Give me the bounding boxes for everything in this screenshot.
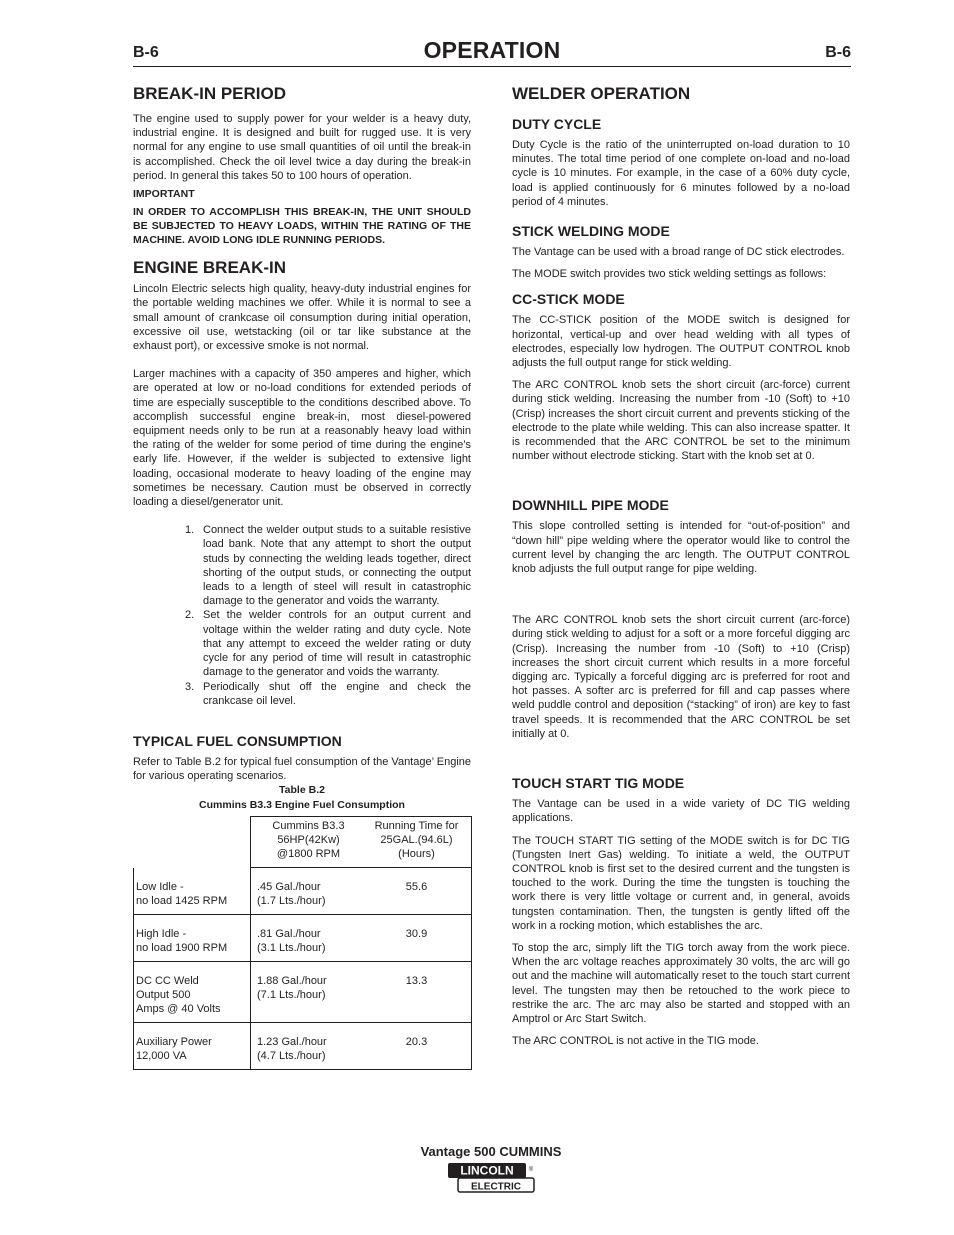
fuel-paragraph: Refer to Table B.2 for typical fuel consumption of the Vantage’ Engine for various operating scenarios. <box>133 755 471 783</box>
duty-cycle-paragraph: Duty Cycle is the ratio of the uninterrupted on-load duration to 10 minutes. The total time period of one complete on-load and no-load cycle is 10 minutes. For example, in the case of a 60% duty cycle, load is applied continuously for 6 minutes followed by a no-load period of 4 minutes. <box>512 139 850 208</box>
tig-paragraph-2: The TOUCH START TIG setting of the MODE switch is for DC TIG (Tungsten Inert Gas) welding. To initiate a weld, the OUTPUT CONTROL knob is first set to the desired current and the tungsten is touched to the work. During the time the tungsten is touching the work there is very little voltage or current and, in general, avoids tungsten contamination. Then, the tungsten is gently lifted off the work in a rocking motion, which establishes the arc. <box>512 834 850 932</box>
lincoln-electric-logo <box>447 1162 535 1194</box>
page-header <box>133 36 851 67</box>
table-row <box>134 962 472 1023</box>
list-item <box>185 680 471 708</box>
table-cell: .45 Gal./hour (1.7 Lts./hour) <box>251 868 363 915</box>
touch-start-tig-heading: TOUCH START TIG MODE <box>512 775 685 792</box>
table-cell: Low Idle - no load 1425 RPM <box>134 868 251 915</box>
table-cell: 1.88 Gal./hour (7.1 Lts./hour) <box>251 962 363 1023</box>
table-cell: 55.6 <box>362 868 472 915</box>
table-title: Cummins B3.3 Engine Fuel Consumption <box>199 799 405 812</box>
logo-top-text: LINCOLN <box>460 1163 514 1178</box>
engine-break-in-heading: ENGINE BREAK-IN <box>133 258 287 278</box>
downhill-paragraph-2: The ARC CONTROL knob sets the short circuit current (arc-force) during stick welding to adjust for a soft or a more forceful digging arc (Crisp). Increasing the number from -10 (Soft) to +10 (Crisp) increases the short circuit current which results in a more forceful digging arc. Typically a forceful digging arc is preferred for root and hot passes. A softer arc is preferred for fill and cap passes where weld puddle control and deposition (“stacking” of iron) are key to fast travel speeds. It is recommended that the ARC CONTROL be set initially at 0. <box>512 614 850 740</box>
step-number: 1. <box>185 524 195 537</box>
table-cell: 20.3 <box>362 1023 472 1070</box>
stick-welding-heading: STICK WELDING MODE <box>512 223 670 240</box>
step-text: Set the welder controls for an output current and voltage within the welder rating and duty cycle. Note that any attempt to exceed the welder rating or duty cycle for any period of time will result in catastrophic damage to the generator and voids the warranty. <box>203 609 471 679</box>
welder-operation-heading: WELDER OPERATION <box>512 84 691 103</box>
downhill-paragraph-1: This slope controlled setting is intended for “out-of-position” and “down hill” pipe welding where the operator would like to control the current level by changing the arc length. The OUTPUT CONTROL knob adjusts the full output range for pipe welding. <box>512 520 850 576</box>
important-warning: IN ORDER TO ACCOMPLISH THIS BREAK-IN, THE UNIT SHOULD BE SUBJECTED TO HEAVY LOADS, WITHIN THE RATING OF THE MACHINE. AVOID LONG IDLE RUNNING PERIODS. <box>133 206 471 247</box>
step-text: Periodically shut off the engine and check the crankcase oil level. <box>203 680 471 707</box>
table-row <box>134 915 472 962</box>
page-title: OPERATION <box>423 37 561 63</box>
table-number: Table B.2 <box>279 784 325 797</box>
table-cell: DC CC Weld Output 500 Amps @ 40 Volts <box>134 962 251 1023</box>
column-header-engine: Cummins B3.3 56HP(42Kw) @1800 RPM <box>251 817 363 868</box>
stick-paragraph-2: The MODE switch provides two stick welding settings as follows: <box>512 268 827 281</box>
downhill-pipe-heading: DOWNHILL PIPE MODE <box>512 497 669 514</box>
table-cell: 1.23 Gal./hour (4.7 Lts./hour) <box>251 1023 363 1070</box>
important-label: IMPORTANT <box>133 188 195 201</box>
break-in-paragraph: The engine used to supply power for your welder is a heavy duty, industrial engine. It is designed and built for rugged use. It is very normal for any engine to use small quantities of oil until the break-in is accomplished. Check the oil level twice a day during the break-in period. In general this takes 50 to 100 hours of operation. <box>133 113 471 182</box>
fuel-consumption-table <box>133 816 472 1070</box>
engine-paragraph-2: Larger machines with a capacity of 350 amperes and higher, which are operated at low or no-load conditions for extended periods of time are especially susceptible to the conditions described above. To accomplish successful engine break-in, most diesel-powered equipment needs only to be run at a reasonably heavy load within the rating of the welder for some period of time during the engine’s early life. However, if the welder is subjected to extensive light loading, occasional moderate to heavy loading of the engine may sometimes be necessary. Caution must be observed in correctly loading a diesel/generator unit. <box>133 368 471 509</box>
table-header-row <box>134 817 472 868</box>
table-cell: 30.9 <box>362 915 472 962</box>
table-cell: Auxiliary Power 12,000 VA <box>134 1023 251 1070</box>
tig-paragraph-4: The ARC CONTROL is not active in the TIG mode. <box>512 1035 759 1048</box>
footer-model-name: Vantage 500 CUMMINS <box>420 1144 562 1159</box>
step-text: Connect the welder output studs to a suitable resistive load bank. Note that any attempt to short the output studs by connecting the welding leads together, direct shorting of the output studs, or connecting the output leads to a length of steel will result in catastrophic damage to the generator and voids the warranty. <box>203 524 471 608</box>
break-in-heading: BREAK-IN PERIOD <box>133 84 287 103</box>
duty-cycle-heading: DUTY CYCLE <box>512 116 602 132</box>
engine-paragraph-1: Lincoln Electric selects high quality, heavy-duty industrial engines for the portable welding machines we offer. While it is normal to see a small amount of crankcase oil consumption during initial operation, excessive oil use, wetstacking (oil or tar like substance at the exhaust port), or excessive smoke is not normal. <box>133 283 471 353</box>
tig-paragraph-3: To stop the arc, simply lift the TIG torch away from the work piece. When the arc voltage reaches approximately 30 volts, the arc will go out and the machine will automatically reset to the touch start current level. The tungsten may then be retouched to the work piece to restrike the arc. The arc may also be started and stopped with an Amptrol or Arc Start Switch. <box>512 941 850 1025</box>
page-number-right: B-6 <box>825 44 851 61</box>
cc-stick-paragraph-2: The ARC CONTROL knob sets the short circuit (arc-force) current during stick welding. Increasing the number from -10 (Soft) to +10 (Crisp) increases the short circuit current and prevents sticking of the electrode to the plate while welding. This can also increase spatter. It is recommended that the ARC CONTROL be set to the minimum number without electrode sticking. Start with the knob set at 0. <box>512 379 850 463</box>
logo-bottom-text: ELECTRIC <box>471 1181 521 1193</box>
step-number: 3. <box>185 680 195 693</box>
table-row <box>134 868 472 915</box>
step-number: 2. <box>185 609 195 622</box>
page-number-left: B-6 <box>133 44 159 61</box>
stick-paragraph-1: The Vantage can be used with a broad range of DC stick electrodes. <box>512 246 845 259</box>
table-cell: High Idle - no load 1900 RPM <box>134 915 251 962</box>
right-column <box>512 84 850 1056</box>
cc-stick-paragraph-1: The CC-STICK position of the MODE switch is designed for horizontal, vertical-up and over head welding with all types of electrodes, especially low hydrogen. The OUTPUT CONTROL knob adjusts the full output range for stick welding. <box>512 314 850 370</box>
left-column <box>133 84 471 1070</box>
table-cell: .81 Gal./hour (3.1 Lts./hour) <box>251 915 363 962</box>
cc-stick-heading: CC-STICK MODE <box>512 291 625 308</box>
list-item <box>185 523 471 608</box>
table-row <box>134 1023 472 1070</box>
table-cell: 13.3 <box>362 962 472 1023</box>
fuel-consumption-heading: TYPICAL FUEL CONSUMPTION <box>133 732 342 749</box>
logo-registered-mark: ® <box>528 1167 534 1173</box>
break-in-steps <box>185 523 471 708</box>
tig-paragraph-1: The Vantage can be used in a wide variety of DC TIG welding applications. <box>512 798 850 825</box>
list-item <box>185 608 471 679</box>
column-header-running-time: Running Time for 25GAL.(94.6L) (Hours) <box>362 817 472 868</box>
